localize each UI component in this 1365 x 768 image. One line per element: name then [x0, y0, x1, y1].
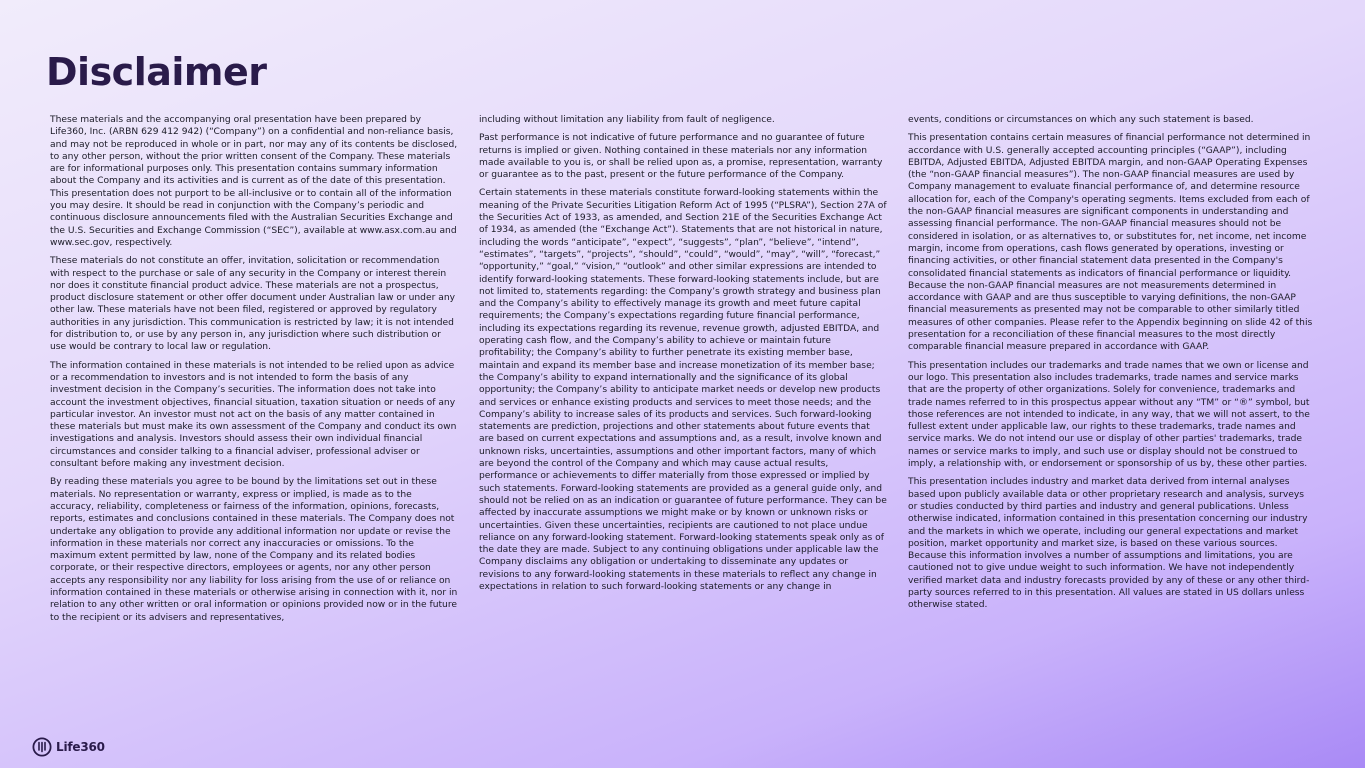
paragraph: These materials do not constitute an offer, invitation, solicitation or recommendation with respect to the purchase or sale of any security in the Company or interest therein nor does it constitute financial product advice. These materials are not a prospectus, product disclosure statement or other offer document under Australian law or under any other law. These materials have not been filed, registered or approved by regulatory authorities in any jurisdiction. This communication is restricted by law; it is not intended for distribution to, or use by any person in, any jurisdiction where such distribution or use would be contrary to local law or regulation. [50, 256, 456, 353]
paragraph: By reading these materials you agree to be bound by the limitations set out in these materials. No representation or warranty, express or implied, is made as to the accuracy, reliability, completeness or fairness of the information, opinions, forecasts, reports, estimates and conclusions contained in these materials. The Company does not undertake any obligation to provide any additional information nor update or revise the information in these materials nor correct any inaccuracies or omissions. To the maximum extent permitted by law, none of the Company and its related bodies corporate, or their respective directors, employees or agents, nor any other person accepts any responsibility nor any liability for loss arising from the use of or reliance on information contained in these materials or otherwise arising in connection with it, nor in relation to any other written or oral information or opinions provided now or in the future to the recipient or its advisers and representatives, [50, 477, 458, 623]
paragraph: including without limitation any liability from fault of negligence. [479, 115, 775, 125]
paragraph: This presentation includes our trademarks and trade names that we own or license and our logo. This presentation also includes trademarks, trade names and service marks that are the property of other organizations. Solely for convenience, trademarks and trade names referred to in this prospectus appear without any “TM” or “®” symbol, but those references are not intended to indicate, in any way, that we will not assert, to the fullest extent under applicable law, our rights to these trademarks, trade names and service marks. We do not intend our use or display of other parties' trademarks, trade names or service marks to imply, and such use or display should not be construed to imply, a relationship with, or endorsement or sponsorship of us by, these other parties. [908, 360, 1310, 470]
paragraph: This presentation contains certain measures of financial performance not determined in accordance with U.S. generally accepted accounting principles (“GAAP”), including EBITDA, Adjusted EBITDA, Adjusted EBITDA margin, and non-GAAP Operating Expenses (the “non-GAAP financial measures”). The non-GAAP financial measures are used by Company management to evaluate financial performance of, and determine resource allocation for, each of the Company's operating segments. Items excluded from each of the non-GAAP financial measures are significant components in understanding and assessing financial performance. The non-GAAP financial measures should not be considered in isolation, or as alternatives to, or substitutes for, net income, net income margin, income from operations, cash flows generated by operations, investing or financing activities, or other financial statement data presented in the Company's consolidated financial statements as indicators of financial performance or liquidity. Because the non-GAAP financial measures are not measurements determined in accordance with GAAP and are thus susceptible to varying definitions, the non-GAAP financial measurements as presented may not be comparable to other similarly titled measures of other companies. Please refer to the Appendix beginning on slide 42 of this presentation for a reconciliation of these financial measures to the most directly comparable financial measure prepared in accordance with GAAP. [908, 133, 1313, 353]
paragraph: Past performance is not indicative of future performance and no guarantee of future returns is implied or given. Nothing contained in these materials nor any information made available to you is, or shall be relied upon as, a promise, representation, warranty or guarantee as to the past, present or the future performance of the Company. [479, 133, 883, 181]
disclaimer-column-1 [50, 114, 458, 630]
page-title: Disclaimer [46, 50, 267, 94]
paragraph: This presentation includes industry and market data derived from internal analyses based upon publicly available data or other proprietary research and analysis, surveys or studies conducted by third parties and industry and general publications. Unless otherwise indicated, information contained in this presentation concerning our industry and the markets in which we operate, including our general expectations and market position, market opportunity and market size, is based on these various sources. Because this information involves a number of assumptions and limitations, you are cautioned not to give undue weight to such information. We have not independently verified market data and industry forecasts provided by any of these or any other third-party sources referred to in this presentation. All values are stated in US dollars unless otherwise stated. [908, 477, 1310, 611]
disclaimer-column-3 [908, 114, 1316, 618]
disclaimer-column-2 [479, 114, 887, 599]
paragraph: The information contained in these materials is not intended to be relied upon as advice or a recommendation to investors and is not intended to form the basis of any investment decision in the Company’s securities. The information does not take into account the investment objectives, financial situation, taxation situation or needs of any particular investor. An investor must not act on the basis of any matter contained in these materials but must make its own assessment of the Company and conduct its own investigations and analysis. Investors should assess their own individual financial circumstances and consider talking to a financial adviser, professional adviser or consultant before making any investment decision. [50, 360, 457, 470]
logo-text: Life360 [56, 740, 105, 754]
paragraph: events, conditions or circumstances on which any such statement is based. [908, 115, 1254, 125]
paragraph: These materials and the accompanying oral presentation have been prepared by Life360, Inc. (ARBN 629 412 942) (“Company”) on a confidential and non-reliance basis, and may not be reproduced in whole or in part, nor may any of its contents be disclosed, to any other person, without the prior written consent of the Company. These materials are for informational purposes only. This presentation contains summary information about the Company and its activities and is current as of the date of this presentation. This presentation does not purport to be all-inclusive or to contain all of the information you may desire. It should be read in conjunction with the Company’s periodic and continuous disclosure announcements filed with the Australian Securities Exchange and the U.S. Securities and Exchange Commission (“SEC”), available at www.asx.com.au and www.sec.gov, respectively. [50, 115, 458, 248]
paragraph: Certain statements in these materials constitute forward-looking statements within the meaning of the Private Securities Litigation Reform Act of 1995 (“PLSRA”), Section 27A of the Securities Act of 1933, as amended, and Section 21E of the Securities Exchange Act of 1934, as amended (the “Exchange Act”). Statements that are not historical in nature, including the words “anticipate”, “expect”, “suggests”, “plan”, “believe”, “intend”, “estimates”, “targets”, “projects”, “should”, “could”, “would”, “may”, “will”, “forecast,” “opportunity,” “goal,” “vision,” “outlook” and other similar expressions are intended to identify forward-looking statements. These forward-looking statements include, but are not limited to, statements regarding: the Company’s growth strategy and business plan and the Company’s ability to effectively manage its growth and meet future capital requirements; the Company’s expectations regarding future financial performance, including its expectations regarding its revenue, revenue growth, adjusted EBITDA, and operating cash flow, and the Company’s ability to achieve or maintain future profitability; the Company’s ability to further penetrate its existing member base, maintain and expand its member base and increase monetization of its member base; the Company’s ability to expand internationally and the significance of its global opportunity; the Company’s ability to anticipate market needs or develop new products and services or enhance existing products and services to meet those needs; and the Company’s ability to increase sales of its products and services. Such forward-looking statements are prediction, projections and other statements about future events that are based on current expectations and assumptions and, as a result, involve known and unknown risks, uncertainties, assumptions and other important factors, many of which are beyond the control of the Company and which may cause actual results, performance or achievements to differ materially from those expressed or implied by such statements. Forward-looking statements are provided as a general guide only, and should not be relied on as an indication or guarantee of future performance. They can be affected by inaccurate assumptions we might make or by known or unknown risks or uncertainties. Given these uncertainties, recipients are cautioned to not place undue reliance on any forward-looking statement. Forward-looking statements speak only as of the date they are made. Subject to any continuing obligations under applicable law the Company disclaims any obligation or undertaking to disseminate any updates or revisions to any forward-looking statements in these materials to reflect any change in expectations in relation to such forward-looking statements or any change in [479, 188, 887, 592]
company-logo [32, 737, 105, 757]
life360-logo-icon [32, 737, 52, 757]
